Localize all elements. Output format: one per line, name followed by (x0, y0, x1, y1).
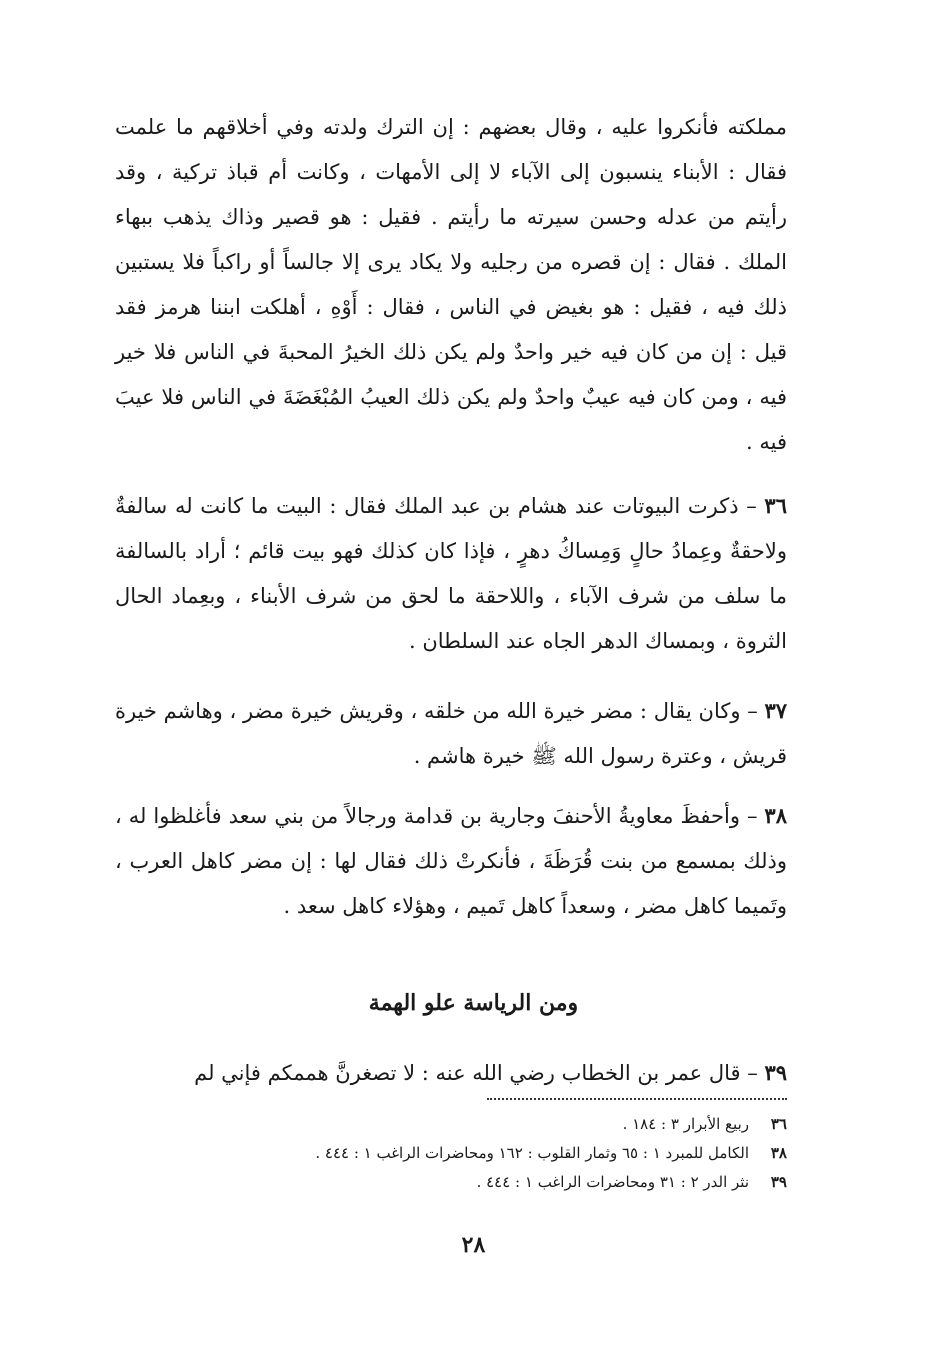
footnote-38-number: ٣٨ (770, 1144, 787, 1162)
entry-39-text: – قال عمر بن الخطاب رضي الله عنه : لا تصغرنَّ هممكم فإني لم (194, 1061, 758, 1085)
entry-39-paragraph (115, 1050, 787, 1096)
section-heading: ومن الرياسة علو الهمة (368, 990, 579, 1016)
footnotes (115, 1110, 787, 1197)
entry-39-number: ٣٩ (764, 1060, 787, 1085)
footnote-36-number: ٣٦ (770, 1115, 787, 1133)
entry-37-number: ٣٧ (764, 698, 787, 723)
entry-38-paragraph (115, 793, 787, 929)
footnote-39 (115, 1168, 787, 1197)
entry-37-paragraph (115, 688, 787, 779)
intro-text: مملكته فأنكروا عليه ، وقال بعضهم : إن الترك ولدته وفي أخلاقهم ما علمت فقال : الأبناء ينسبون إلى الآباء لا إلى الأمهات ، وكانت أم قباذ تركية ، وقد رأيتم من عدله وحسن سيرته ما رأيتم . فقيل : هو قصير وذاك يذهب ببهاء الملك . فقال : إن قصره من رجليه ولا يكاد يرى إلا جالساً أو راكباً فلا يستبين ذلك فيه ، فقيل : هو بغيض في الناس ، فقال : أَوْهِ ، أهلكت ابننا هرمز فقد قيل : إن من كان فيه خير واحدٌ ولم يكن ذلك الخيرُ المحبةَ في الناس فلا خير فيه ، ومن كان فيه عيبٌ واحدٌ ولم يكن ذلك العيبُ المُبْغَضَةَ في الناس فلا عيبَ فيه . (115, 115, 788, 454)
footnote-36-text: ربيع الأبرار ٣ : ١٨٤ . (622, 1115, 749, 1133)
entry-38 (115, 793, 787, 929)
entry-38-text: – وأحفظَ معاويةُ الأحنفَ وجارية بن قدامة ورجالاً من بني سعد فأغلظوا له ، وذلك بمسمع من بنت قُرَظَةَ ، فأنكرتْ ذلك فقال لها : إن مضر كاهل العرب ، وتَميما كاهل مضر ، وسعداً كاهل تَميم ، وهؤلاء كاهل سعد . (115, 804, 787, 918)
entry-36-paragraph (115, 483, 787, 664)
entry-36 (115, 483, 787, 664)
footnote-39-number: ٣٩ (770, 1173, 787, 1191)
footnote-divider (487, 1098, 787, 1100)
entry-39 (115, 1050, 787, 1096)
entry-37-text: – وكان يقال : مضر خيرة الله من خلقه ، وقريش خيرة مضر ، وهاشم خيرة قريش ، وعترة رسول الله ﷺ خيرة هاشم . (115, 699, 787, 768)
entry-38-number: ٣٨ (764, 803, 787, 828)
footnote-38 (115, 1139, 787, 1168)
footnote-36 (115, 1110, 787, 1139)
footnote-39-text: نثر الدر ٢ : ٣١ ومحاضرات الراغب ١ : ٤٤٤ . (476, 1173, 749, 1191)
entry-36-text: – ذكرت البيوتات عند هشام بن عبد الملك فقال : البيت ما كانت له سالفةٌ ولاحقةٌ وعِمادُ حالٍ وَمِساكُ دهرٍ ، فإذا كان كذلك فهو بيت قائم ؛ أراد بالسالفة ما سلف من شرف الآباء ، واللاحقة ما لحق من شرف الأبناء ، وبعِماد الحال الثروة ، وبمساك الدهر الجاه عند السلطان . (115, 494, 787, 653)
entry-37 (115, 688, 787, 779)
intro-paragraph (115, 105, 787, 465)
footnote-38-text: الكامل للمبرد ١ : ٦٥ وثمار القلوب : ١٦٢ ومحاضرات الراغب ١ : ٤٤٤ . (315, 1144, 749, 1162)
page-number: ٢٨ (461, 1232, 486, 1258)
entry-36-number: ٣٦ (764, 493, 787, 518)
